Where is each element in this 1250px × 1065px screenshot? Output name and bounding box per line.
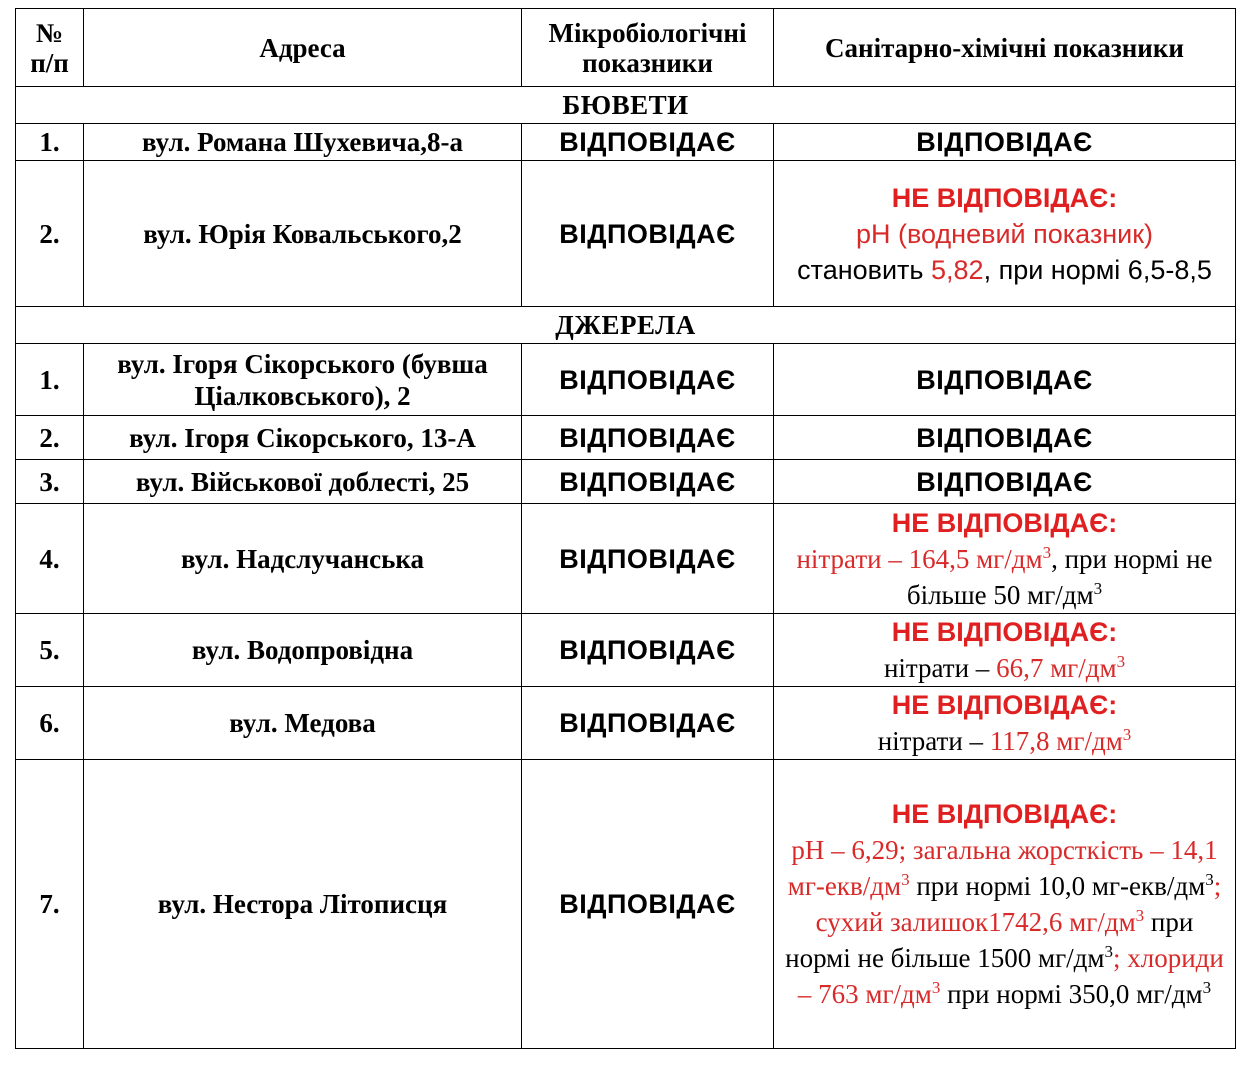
table-row bbox=[16, 460, 1236, 504]
micro-status: ВІДПОВІДАЄ bbox=[522, 344, 774, 416]
row-number: 4. bbox=[16, 504, 84, 614]
row-address: вул. Романа Шухевича,8-а bbox=[84, 124, 522, 161]
row-number: 1. bbox=[16, 124, 84, 161]
header-number: № п/п bbox=[16, 9, 84, 87]
section-row-byuvety bbox=[16, 87, 1236, 124]
micro-status: ВІДПОВІДАЄ bbox=[522, 687, 774, 760]
table-row bbox=[16, 687, 1236, 760]
chem-result bbox=[774, 504, 1236, 614]
row-number: 5. bbox=[16, 614, 84, 687]
chem-status: ВІДПОВІДАЄ bbox=[774, 124, 1236, 161]
table-row bbox=[16, 504, 1236, 614]
row-number: 2. bbox=[16, 416, 84, 460]
section-title: БЮВЕТИ bbox=[16, 87, 1236, 124]
micro-status: ВІДПОВІДАЄ bbox=[522, 760, 774, 1049]
table-row bbox=[16, 344, 1236, 416]
chem-status-bad: НЕ ВІДПОВІДАЄ: bbox=[891, 617, 1118, 647]
row-address: вул. Ігоря Сікорського (бувша Ціалковського), 2 bbox=[84, 344, 522, 416]
section-title: ДЖЕРЕЛА bbox=[16, 307, 1236, 344]
chem-result bbox=[774, 760, 1236, 1049]
row-address: вул. Нестора Літописця bbox=[84, 760, 522, 1049]
chem-status-bad: НЕ ВІДПОВІДАЄ: bbox=[891, 690, 1118, 720]
table-row bbox=[16, 161, 1236, 307]
row-address: вул. Медова bbox=[84, 687, 522, 760]
micro-status: ВІДПОВІДАЄ bbox=[522, 504, 774, 614]
table-row bbox=[16, 760, 1236, 1049]
chem-detail: становить 5,82, при нормі 6,5-8,5 bbox=[797, 254, 1212, 285]
micro-status: ВІДПОВІДАЄ bbox=[522, 161, 774, 307]
micro-status: ВІДПОВІДАЄ bbox=[522, 124, 774, 161]
chem-status-bad: НЕ ВІДПОВІДАЄ: bbox=[891, 507, 1118, 538]
row-number: 2. bbox=[16, 161, 84, 307]
chem-ph: pH (водневий показник) bbox=[855, 218, 1154, 249]
table-row bbox=[16, 416, 1236, 460]
row-address: вул. Водопровідна bbox=[84, 614, 522, 687]
row-address: вул. Ігоря Сікорського, 13-А bbox=[84, 416, 522, 460]
row-number: 6. bbox=[16, 687, 84, 760]
micro-status: ВІДПОВІДАЄ bbox=[522, 614, 774, 687]
row-address: вул. Юрія Ковальського,2 bbox=[84, 161, 522, 307]
table-row bbox=[16, 614, 1236, 687]
water-quality-table bbox=[15, 8, 1236, 1049]
section-row-dzherela bbox=[16, 307, 1236, 344]
table-header-row bbox=[16, 9, 1236, 87]
chem-detail: pH – 6,29; загальна жорсткість – 14,1 $мг-екв/дм^3$ при нормі 10,0 $мг-екв/дм^3$; сухий залишок1742,6 $мг/дм^3$ при нормі не більше 1500 $мг/дм^3$; хлориди – 763 $мг/дм^3$ при нормі 350,0 $мг/дм^3$ bbox=[785, 835, 1224, 1009]
header-micro: Мікробіологічні показники bbox=[522, 9, 774, 87]
chem-status: ВІДПОВІДАЄ bbox=[774, 416, 1236, 460]
row-address: вул. Надслучанська bbox=[84, 504, 522, 614]
chem-status-bad: НЕ ВІДПОВІДАЄ: bbox=[891, 799, 1118, 829]
chem-result bbox=[774, 614, 1236, 687]
header-address: Адреса bbox=[84, 9, 522, 87]
chem-status-bad: НЕ ВІДПОВІДАЄ: bbox=[891, 182, 1118, 213]
chem-detail: нітрати – 164,5 $мг/дм^3$, при нормі не більше 50 $мг/дм^3$ bbox=[796, 542, 1213, 610]
header-chem: Санітарно-хімічні показники bbox=[774, 9, 1236, 87]
chem-status: ВІДПОВІДАЄ bbox=[774, 344, 1236, 416]
row-number: 7. bbox=[16, 760, 84, 1049]
micro-status: ВІДПОВІДАЄ bbox=[522, 460, 774, 504]
chem-detail: нітрати – 117,8 $мг/дм^3$ bbox=[877, 725, 1132, 756]
row-number: 3. bbox=[16, 460, 84, 504]
row-address: вул. Військової доблесті, 25 bbox=[84, 460, 522, 504]
table-row bbox=[16, 124, 1236, 161]
micro-status: ВІДПОВІДАЄ bbox=[522, 416, 774, 460]
row-number: 1. bbox=[16, 344, 84, 416]
chem-result bbox=[774, 161, 1236, 307]
chem-status: ВІДПОВІДАЄ bbox=[774, 460, 1236, 504]
chem-result bbox=[774, 687, 1236, 760]
chem-detail: нітрати – 66,7 $мг/дм^3$ bbox=[883, 652, 1126, 683]
